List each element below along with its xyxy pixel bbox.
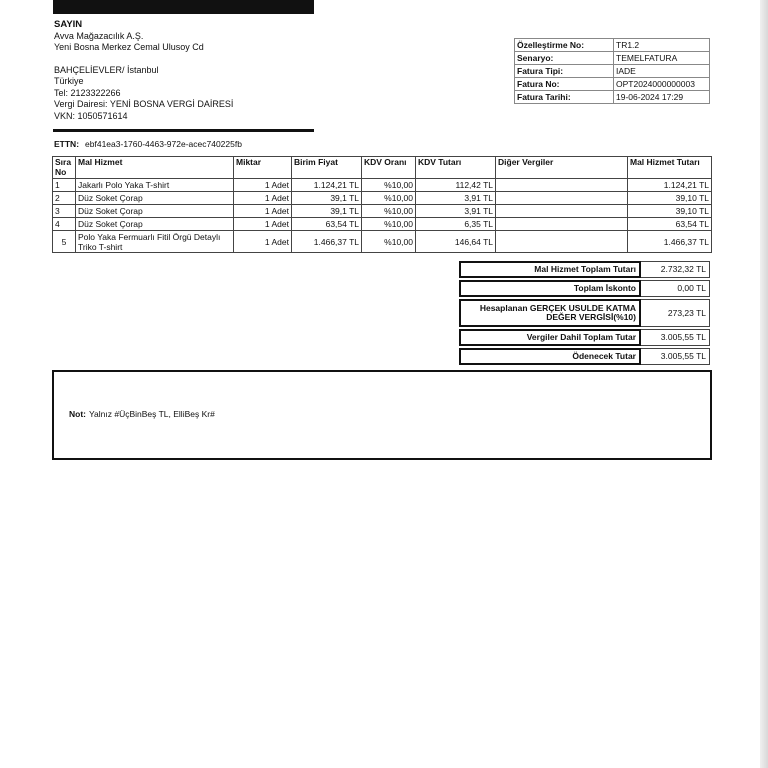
page-edge-shadow bbox=[760, 0, 768, 768]
meta-key: Senaryo: bbox=[515, 52, 614, 65]
cell-vat-rate: %10,00 bbox=[362, 192, 416, 205]
note-box bbox=[52, 370, 712, 460]
cell-no: 4 bbox=[53, 218, 76, 231]
cell-no: 3 bbox=[53, 205, 76, 218]
cell-qty: 1 Adet bbox=[234, 192, 292, 205]
table-row bbox=[53, 205, 712, 218]
cell-qty: 1 Adet bbox=[234, 231, 292, 253]
table-row bbox=[53, 231, 712, 253]
meta-value: TR1.2 bbox=[614, 39, 710, 52]
cell-total: 63,54 TL bbox=[628, 218, 712, 231]
meta-value: IADE bbox=[614, 65, 710, 78]
invoice-meta-table bbox=[514, 38, 710, 104]
cell-total: 1.466,37 TL bbox=[628, 231, 712, 253]
totals-row bbox=[459, 261, 710, 278]
col-header: Mal Hizmet bbox=[76, 157, 234, 179]
cell-total: 39,10 TL bbox=[628, 205, 712, 218]
cell-unit-price: 1.466,37 TL bbox=[292, 231, 362, 253]
totals-value: 273,23 TL bbox=[641, 299, 710, 327]
cell-other-tax bbox=[496, 218, 628, 231]
meta-row bbox=[515, 52, 710, 65]
items-table bbox=[52, 156, 712, 253]
cell-item: Polo Yaka Fermuarlı Fitil Örgü Detaylı Triko T-shirt bbox=[76, 231, 234, 253]
totals-row bbox=[459, 299, 710, 327]
meta-row bbox=[515, 39, 710, 52]
cell-item: Düz Soket Çorap bbox=[76, 205, 234, 218]
recipient-vkn: VKN: 1050571614 bbox=[54, 110, 128, 121]
cell-other-tax bbox=[496, 179, 628, 192]
cell-qty: 1 Adet bbox=[234, 205, 292, 218]
cell-total: 1.124,21 TL bbox=[628, 179, 712, 192]
recipient-tax-office: Vergi Dairesi: YENİ BOSNA VERGİ DAİRESİ bbox=[54, 99, 234, 109]
cell-total: 39,10 TL bbox=[628, 192, 712, 205]
col-header: Birim Fiyat bbox=[292, 157, 362, 179]
table-row bbox=[53, 192, 712, 205]
header-rule-bottom bbox=[53, 129, 314, 132]
recipient-street: Yeni Bosna Merkez Cemal Ulusoy Cd bbox=[54, 42, 204, 52]
cell-vat-amount: 6,35 TL bbox=[416, 218, 496, 231]
cell-other-tax bbox=[496, 231, 628, 253]
meta-value: 19-06-2024 17:29 bbox=[614, 91, 710, 104]
recipient-block bbox=[54, 19, 233, 122]
totals-label: Toplam İskonto bbox=[459, 280, 641, 297]
recipient-district: BAHÇELİEVLER/ İstanbul bbox=[54, 64, 159, 75]
col-header: Miktar bbox=[234, 157, 292, 179]
cell-unit-price: 63,54 TL bbox=[292, 218, 362, 231]
totals-row bbox=[459, 280, 710, 297]
note-line bbox=[69, 409, 215, 419]
totals-label: Mal Hizmet Toplam Tutarı bbox=[459, 261, 641, 278]
totals-label: Vergiler Dahil Toplam Tutar bbox=[459, 329, 641, 346]
totals-value: 3.005,55 TL bbox=[641, 329, 710, 346]
cell-no: 1 bbox=[53, 179, 76, 192]
ettn-value: ebf41ea3-1760-4463-972e-acec740225fb bbox=[85, 139, 242, 149]
col-header: KDV Tutarı bbox=[416, 157, 496, 179]
cell-item: Düz Soket Çorap bbox=[76, 218, 234, 231]
col-header: KDV Oranı bbox=[362, 157, 416, 179]
table-row bbox=[53, 179, 712, 192]
recipient-company: Avva Mağazacılık A.Ş. bbox=[54, 30, 144, 41]
meta-row bbox=[515, 65, 710, 78]
cell-vat-amount: 3,91 TL bbox=[416, 205, 496, 218]
totals-row bbox=[459, 348, 710, 365]
meta-key: Fatura No: bbox=[515, 78, 614, 91]
meta-row bbox=[515, 91, 710, 104]
cell-vat-amount: 146,64 TL bbox=[416, 231, 496, 253]
cell-vat-rate: %10,00 bbox=[362, 179, 416, 192]
cell-no: 2 bbox=[53, 192, 76, 205]
totals-value: 0,00 TL bbox=[641, 280, 710, 297]
meta-key: Fatura Tarihi: bbox=[515, 91, 614, 104]
cell-vat-rate: %10,00 bbox=[362, 218, 416, 231]
totals-value: 2.732,32 TL bbox=[641, 261, 710, 278]
cell-unit-price: 1.124,21 TL bbox=[292, 179, 362, 192]
header-rule-top bbox=[53, 0, 314, 14]
ettn-label: ETTN: bbox=[54, 139, 80, 149]
cell-other-tax bbox=[496, 205, 628, 218]
meta-key: Özelleştirme No: bbox=[515, 39, 614, 52]
cell-qty: 1 Adet bbox=[234, 218, 292, 231]
totals-value: 3.005,55 TL bbox=[641, 348, 710, 365]
meta-row bbox=[515, 78, 710, 91]
cell-vat-rate: %10,00 bbox=[362, 231, 416, 253]
ettn-line bbox=[54, 139, 242, 149]
recipient-country: Türkiye bbox=[54, 76, 84, 86]
totals-row bbox=[459, 329, 710, 346]
meta-value: OPT2024000000003 bbox=[614, 78, 710, 91]
cell-unit-price: 39,1 TL bbox=[292, 205, 362, 218]
recipient-title: SAYIN bbox=[54, 19, 83, 30]
totals-label: Hesaplanan GERÇEK USULDE KATMA DEĞER VERGİSİ(%10) bbox=[459, 299, 641, 327]
totals-label: Ödenecek Tutar bbox=[459, 348, 641, 365]
table-row bbox=[53, 218, 712, 231]
cell-other-tax bbox=[496, 192, 628, 205]
col-header: Sıra No bbox=[53, 157, 76, 179]
cell-item: Düz Soket Çorap bbox=[76, 192, 234, 205]
items-header-row bbox=[53, 157, 712, 179]
note-text: Yalnız #ÜçBinBeş TL, ElliBeş Kr# bbox=[89, 409, 215, 419]
totals-table bbox=[459, 259, 710, 367]
col-header: Diğer Vergiler bbox=[496, 157, 628, 179]
cell-vat-amount: 3,91 TL bbox=[416, 192, 496, 205]
meta-key: Fatura Tipi: bbox=[515, 65, 614, 78]
cell-qty: 1 Adet bbox=[234, 179, 292, 192]
cell-no: 5 bbox=[53, 231, 76, 253]
meta-value: TEMELFATURA bbox=[614, 52, 710, 65]
col-header: Mal Hizmet Tutarı bbox=[628, 157, 712, 179]
recipient-phone: Tel: 2123322266 bbox=[54, 87, 121, 98]
cell-unit-price: 39,1 TL bbox=[292, 192, 362, 205]
cell-vat-rate: %10,00 bbox=[362, 205, 416, 218]
cell-item: Jakarlı Polo Yaka T-shirt bbox=[76, 179, 234, 192]
note-label: Not: bbox=[69, 409, 86, 419]
cell-vat-amount: 112,42 TL bbox=[416, 179, 496, 192]
